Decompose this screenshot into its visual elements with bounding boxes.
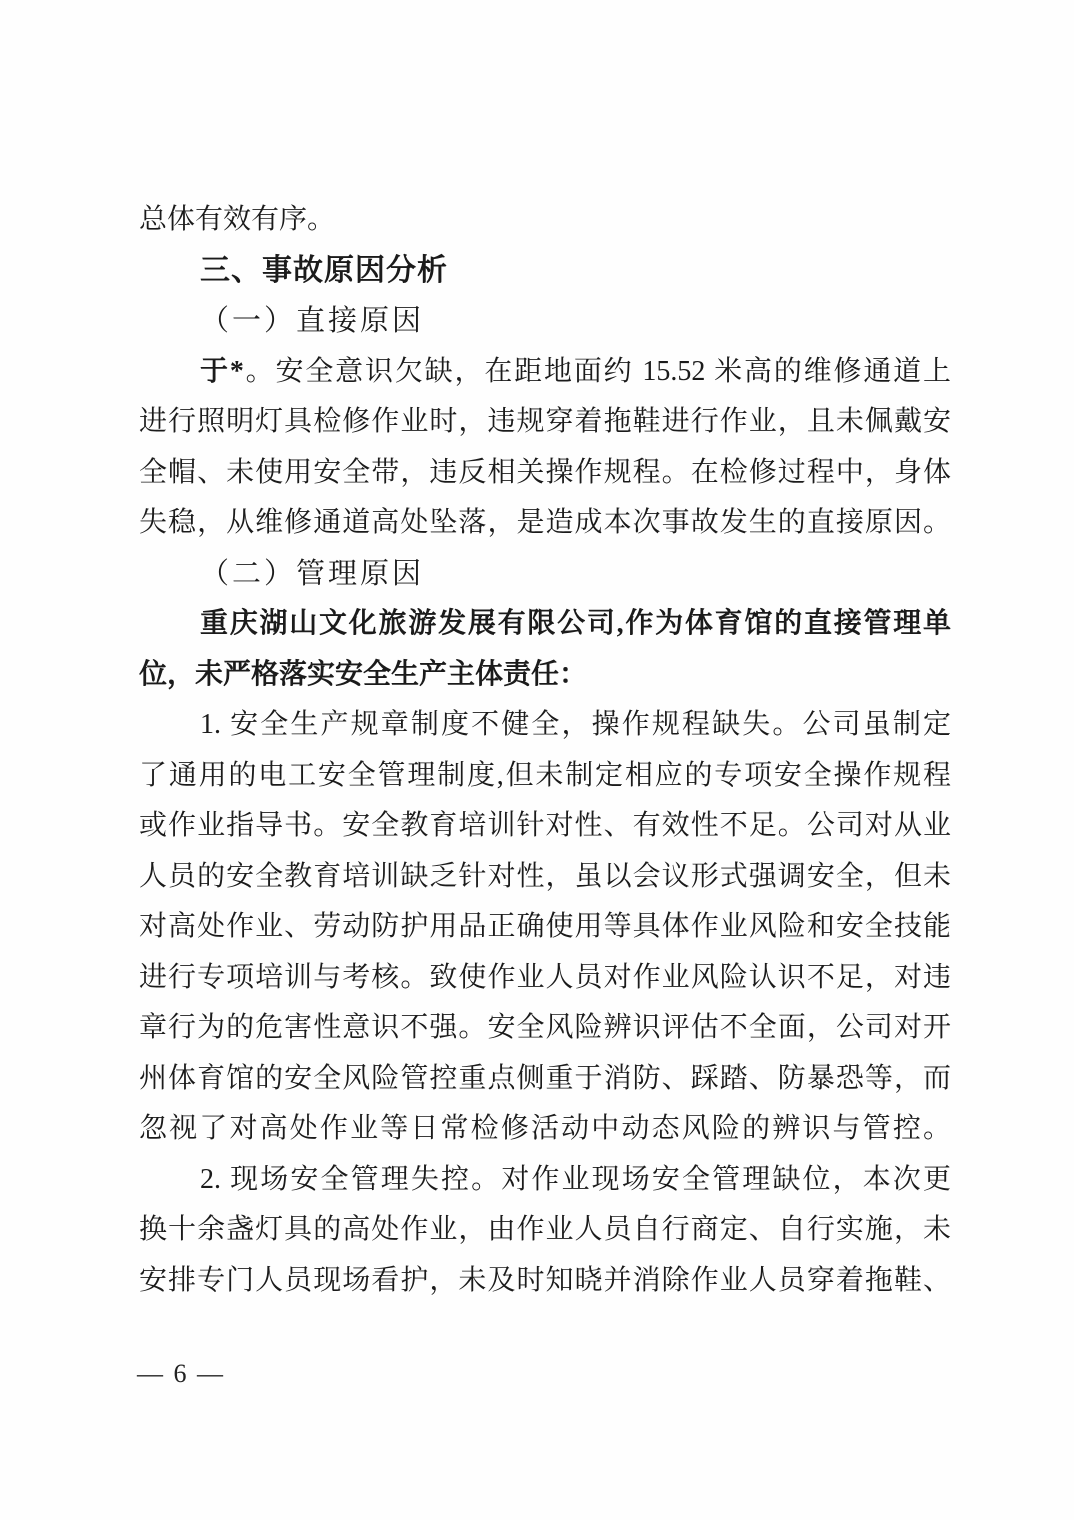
bold-paragraph-line: 位，未严格落实安全生产主体责任：: [139, 658, 588, 690]
paragraph-line: 忽视了对高处作业等日常检修活动中动态风险的辨识与管控。: [139, 1113, 951, 1144]
paragraph-line: 了通用的电工安全管理制度,但未制定相应的专项安全操作规程: [139, 759, 951, 791]
section-3-heading: 三、事故原因分析: [200, 253, 448, 287]
paragraph-line: 安排专门人员现场看护，未及时知晓并消除作业人员穿着拖鞋、: [139, 1264, 951, 1296]
page-number: — 6 —: [137, 1359, 225, 1388]
paragraph-line: 章行为的危害性意识不强。安全风险辨识评估不全面，公司对开: [139, 1012, 951, 1043]
numbered-item-2-line: 2. 现场安全管理失控。对作业现场安全管理缺位，本次更: [200, 1163, 951, 1195]
paragraph-line: [139, 347, 951, 398]
redacted-person-name: 于*: [200, 355, 244, 387]
paragraph-line: 换十余盏灯具的高处作业，由作业人员自行商定、自行实施，未: [139, 1214, 951, 1245]
paragraph-line: 或作业指导书。安全教育培训针对性、有效性不足。公司对从业: [139, 810, 951, 841]
paragraph-line: 人员的安全教育培训缺乏针对性，虽以会议形式强调安全，但未: [139, 860, 951, 892]
paragraph-line: 州体育馆的安全风险管控重点侧重于消防、踩踏、防暴恐等，而: [139, 1062, 951, 1094]
paragraph-line: 进行专项培训与考核。致使作业人员对作业风险认识不足，对违: [139, 961, 951, 993]
paragraph-line: 失稳，从维修通道高处坠落，是造成本次事故发生的直接原因。: [139, 507, 951, 538]
document-body: [139, 195, 951, 1306]
paragraph-line: 进行照明灯具检修作业时，违规穿着拖鞋进行作业，且未佩戴安: [139, 406, 951, 437]
bold-paragraph-line: 重庆湖山文化旅游发展有限公司,作为体育馆的直接管理单: [200, 608, 951, 639]
subsection-1-heading: （一）直接原因: [200, 305, 425, 337]
paragraph-line: 对高处作业、劳动防护用品正确使用等具体作业风险和安全技能: [139, 911, 951, 942]
numbered-item-1-line: 1. 安全生产规章制度不健全，操作规程缺失。公司虽制定: [200, 709, 951, 740]
paragraph-line: 全帽、未使用安全带，违反相关操作规程。在检修过程中，身体: [139, 456, 951, 488]
subsection-2-heading: （二）管理原因: [200, 557, 425, 590]
paragraph-tail-line: 总体有效有序。: [139, 204, 336, 235]
paragraph-line-text: 。安全意识欠缺，在距地面约 15.52 米高的维修通道上: [243, 355, 951, 387]
